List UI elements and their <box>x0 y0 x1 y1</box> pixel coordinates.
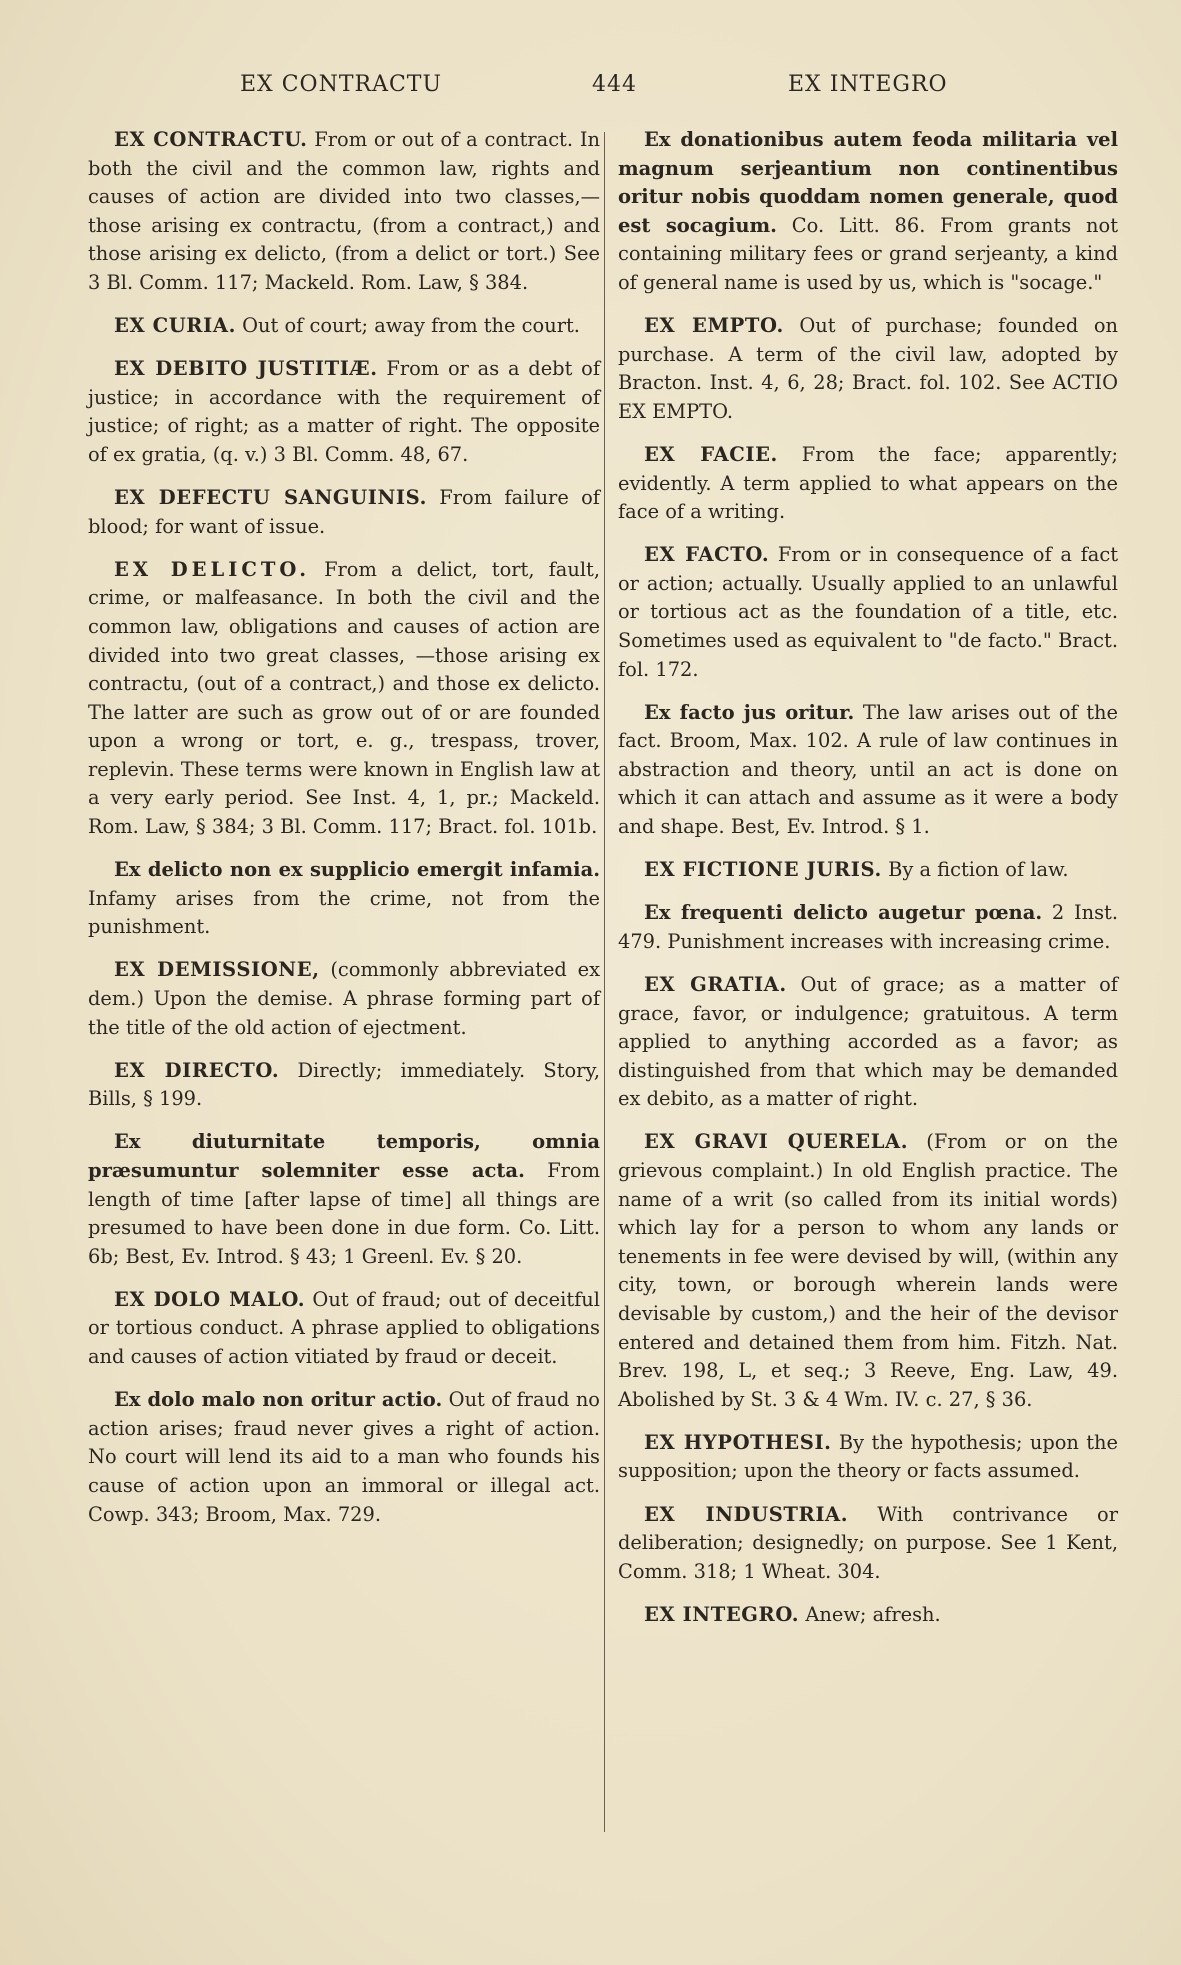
entry-ex-empto <box>618 312 1118 426</box>
entry-headword: EX GRATIA. <box>644 972 787 996</box>
entry-headword: EX DOLO MALO. <box>114 1287 306 1311</box>
entry-headword: EX INDUSTRIA. <box>644 1502 849 1526</box>
entry-definition: Out of fraud; out of deceitful or tortious conduct. A phrase applied to obligations and causes of action vitiated by fraud or deceit. <box>88 1287 600 1369</box>
entry-definition: From length of time [after lapse of time] all things are presumed to have been done in due form. Co. Litt. 6b; Best, Ev. Introd. § 43; 1 Greenl. Ev. § 20. <box>88 1159 600 1268</box>
entry-definition: From or in consequence of a fact or action; actually. Usually applied to an unlawful or tortious act as the foundation of a title, etc. Sometimes used as equivalent to "de facto." Bract. fol. 172. <box>618 543 1118 681</box>
entry-ex-industria <box>618 1501 1118 1587</box>
entry-definition: Out of court; away from the court. <box>235 314 580 338</box>
entry-headword: EX INTEGRO. <box>644 1602 800 1626</box>
entry-ex-curia <box>88 312 600 341</box>
entry-maxim-ex-facto-jus <box>618 699 1118 842</box>
entry-headword: EX DIRECTO. <box>114 1058 280 1082</box>
entry-definition: With contrivance or deliberation; designedly; on purpose. See 1 Kent, Comm. 318; 1 Wheat. 304. <box>618 1502 1118 1583</box>
entry-definition: From failure of blood; for want of issue. <box>88 486 600 538</box>
entry-definition: Out of grace; as a matter of grace, favor, or indulgence; gratuitous. A term applied to anything accorded as a favor; as distinguished from that which may be demanded ex debito, as a matter of right. <box>618 972 1118 1111</box>
entry-ex-debito-justitiae <box>88 355 600 469</box>
right-column <box>618 126 1118 1644</box>
entry-headword: EX DELICTO. <box>114 557 310 581</box>
entry-maxim: Ex diuturnitate temporis, omnia præsumuntur solemniter esse acta. <box>88 1130 600 1182</box>
entry-headword: EX FACTO. <box>644 543 770 567</box>
entry-maxim-ex-dolo-malo <box>88 1386 600 1529</box>
entry-definition: 2 Inst. 479. Punishment increases with increasing crime. <box>618 901 1118 953</box>
entry-ex-gravi-querela <box>618 1128 1118 1414</box>
entry-ex-facie <box>618 441 1118 527</box>
page-number: 444 <box>592 72 637 97</box>
entry-definition: Co. Litt. 86. From grants not containing military fees or grand serjeanty, a kind of general name is used by us, which is "socage." <box>618 213 1118 294</box>
entry-definition: (commonly abbreviated ex dem.) Upon the demise. A phrase forming part of the title of the old action of ejectment. <box>88 958 601 1039</box>
entry-ex-contractu <box>88 126 600 298</box>
entry-ex-dolo-malo <box>88 1286 600 1372</box>
entry-definition: Anew; afresh. <box>799 1602 941 1626</box>
entry-definition: Directly; immediately. Story, Bills, § 199. <box>88 1058 600 1111</box>
entry-maxim: Ex delicto non ex supplicio emergit infamia. <box>114 858 600 882</box>
entry-definition: From a delict, tort, fault, crime, or malfeasance. In both the civil and the common law, obligations and causes of action are divided into two great classes, —those arising ex contractu, (out of a contract,) and those ex delicto. The latter are such as grow out of or are founded upon a wrong or tort, e. g., trespass, trover, replevin. These terms were known in English law at a very early period. See Inst. 4, 1, pr.; Mackeld. Rom. Law, § 384; 3 Bl. Comm. 117; Bract. fol. 101b. <box>88 557 600 839</box>
entry-ex-directo <box>88 1057 600 1114</box>
entry-ex-hypothesi <box>618 1429 1118 1486</box>
header-last-entry: EX INTEGRO <box>788 72 948 97</box>
entry-maxim-ex-diuturnitate <box>88 1128 600 1271</box>
entry-definition: From the face; apparently; evidently. A term applied to what appears on the face of a writing. <box>618 442 1118 524</box>
entry-maxim: Ex frequenti delicto augetur pœna. <box>644 901 1043 925</box>
entry-headword: EX CONTRACTU. <box>114 128 308 151</box>
entry-definition: Infamy arises from the crime, not from the punishment. <box>88 886 600 939</box>
entry-maxim: Ex donationibus autem feoda militaria vel magnum serjeantium non continentibus oritur nobis quoddam nomen generale, quod est socagium. <box>618 128 1118 237</box>
entry-ex-demissione <box>88 956 600 1042</box>
entry-definition: The law arises out of the fact. Broom, Max. 102. A rule of law continues in abstraction and theory, until an act is done on which it can attach and assume as it were a body and shape. Best, Ev. Introd. § 1. <box>618 700 1118 839</box>
entry-definition: (From or on the grievous complaint.) In old English practice. The name of a writ (so called from its initial words) which lay for a person to whom any lands or tenements in fee were devised by will, (within any city, town, or borough wherein lands were devisable by custom,) and the heir of the devisor entered and detained them from him. Fitzh. Nat. Brev. 198, L, et seq.; 3 Reeve, Eng. Law, 49. Abolished by St. 3 & 4 Wm. IV. c. 27, § 36. <box>618 1130 1118 1411</box>
entry-definition: By the hypothesis; upon the supposition; upon the theory or facts assumed. <box>618 1430 1118 1483</box>
entry-maxim-ex-donationibus <box>618 126 1118 298</box>
running-header <box>0 72 1181 112</box>
entry-headword: EX FACIE. <box>644 442 778 466</box>
entry-definition: From or out of a contract. In both the civil and the common law, rights and causes of action are divided into two classes,—those arising ex contractu, (from a contract,) and those arising ex delicto, (from a delict or tort.) See 3 Bl. Comm. 117; Mackeld. Rom. Law, § 384. <box>88 128 600 294</box>
entry-headword: EX HYPOTHESI. <box>644 1430 832 1454</box>
entry-ex-fictione-juris <box>618 856 1118 885</box>
header-first-entry: EX CONTRACTU <box>240 72 443 97</box>
entry-maxim-ex-frequenti <box>618 899 1118 956</box>
entry-definition: Out of purchase; founded on purchase. A term of the civil law, adopted by Bracton. Inst. 4, 6, 28; Bract. fol. 102. See ACTIO EX EMPTO. <box>618 314 1118 423</box>
entry-definition: Out of fraud no action arises; fraud never gives a right of action. No court will lend its aid to a man who founds his cause of action upon an immoral or illegal act. Cowp. 343; Broom, Max. 729. <box>88 1388 600 1526</box>
entry-definition: By a fiction of law. <box>881 858 1069 882</box>
entry-headword: EX CURIA. <box>114 314 236 338</box>
entry-headword: EX EMPTO. <box>644 314 784 338</box>
column-divider <box>604 132 605 1832</box>
entry-ex-delicto <box>88 556 600 842</box>
entry-headword: EX GRAVI QUERELA. <box>644 1130 909 1154</box>
entry-ex-integro <box>618 1601 1118 1630</box>
entry-headword: EX DEFECTU SANGUINIS. <box>114 486 427 510</box>
entry-ex-defectu-sanguinis <box>88 484 600 541</box>
entry-ex-gratia <box>618 971 1118 1114</box>
entry-maxim-ex-delicto <box>88 856 600 942</box>
entry-headword: EX DEMISSIONE, <box>114 958 320 982</box>
entry-maxim: Ex facto jus oritur. <box>644 700 855 724</box>
left-column <box>88 126 600 1544</box>
entry-headword: EX FICTIONE JURIS. <box>644 858 882 882</box>
entry-definition: From or as a debt of justice; in accordance with the requirement of justice; of right; as a matter of right. The opposite of ex gratia, (q. v.) 3 Bl. Comm. 48, 67. <box>88 357 600 466</box>
entry-ex-facto <box>618 541 1118 684</box>
entry-maxim: Ex dolo malo non oritur actio. <box>114 1388 443 1412</box>
entry-headword: EX DEBITO JUSTITIÆ. <box>114 357 378 381</box>
